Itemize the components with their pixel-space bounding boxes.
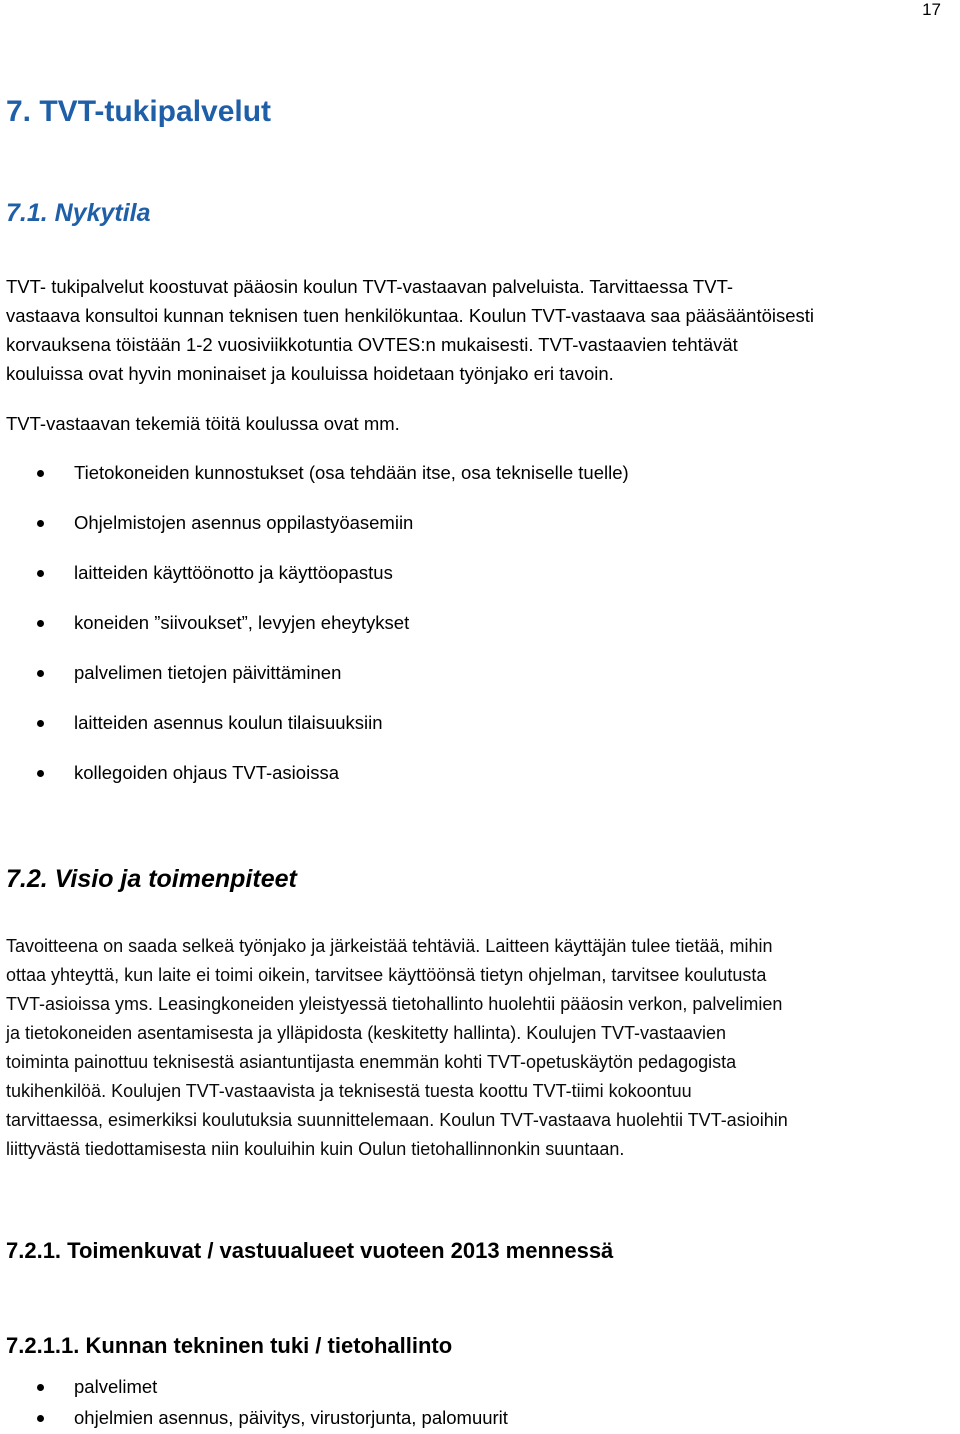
intro-paragraph [6, 272, 814, 388]
subsection-heading-roles: 7.2.1. Toimenkuvat / vastuualueet vuoteen 2013 mennessä [6, 1238, 614, 1263]
bullet-icon [37, 770, 44, 777]
list-item-text: ohjelmien asennus, päivitys, virustorjunta, palomuurit [74, 1407, 508, 1428]
bullet-icon [37, 720, 44, 727]
list-item-text: koneiden ”siivoukset”, levyjen eheytykset [74, 612, 410, 633]
bullet-icon [37, 1384, 44, 1391]
list-item-text: kollegoiden ohjaus TVT-asioissa [74, 762, 339, 783]
vision-paragraph [6, 932, 951, 1164]
vision-line: tukihenkilöä. Koulujen TVT-vastaavista ja teknisestä tuesta koottu TVT-tiimi kokoontuu [6, 1081, 692, 1101]
page-number: 17 [922, 0, 941, 19]
vision-line: liittyvästä tiedottamisesta niin kouluihin kuin Oulun tietohallinnonkin suuntaan. [6, 1139, 625, 1159]
list-item-text: Tietokoneiden kunnostukset (osa tehdään itse, osa tekniselle tuelle) [74, 462, 629, 483]
vision-line: TVT-asioissa yms. Leasingkoneiden yleistyessä tietohallinto huolehtii pääosin verkon, palvelimien [6, 994, 783, 1014]
bullet-icon [37, 620, 44, 627]
list-item-text: palvelimen tietojen päivittäminen [74, 662, 342, 683]
section-heading-current-state: 7.1. Nykytila [6, 199, 151, 227]
list-item-text: Ohjelmistojen asennus oppilastyöasemiin [74, 512, 414, 533]
subsubsection-heading-tech-support: 7.2.1.1. Kunnan tekninen tuki / tietohallinto [6, 1333, 453, 1358]
intro-line: vastaava konsultoi kunnan teknisen tuen henkilökuntaa. Koulun TVT-vastaava saa pääsääntöisesti [6, 305, 815, 326]
list-item-text: laitteiden käyttöönotto ja käyttöopastus [74, 562, 393, 583]
vision-line: ottaa yhteyttä, kun laite ei toimi oikein, tarvitsee käyttöönsä tietyn ohjelman, tarvitsee koulutusta [6, 965, 767, 985]
vision-line: tarvittaessa, esimerkiksi koulutuksia suunnittelemaan. Koulun TVT-vastaava huolehtii TVT-asioihin [6, 1110, 788, 1130]
vision-line: Tavoitteena on saada selkeä työnjako ja järkeistää tehtäviä. Laitteen käyttäjän tulee tietää, mihin [6, 936, 773, 956]
list-item-text: laitteiden asennus koulun tilaisuuksiin [74, 712, 383, 733]
bullet-icon [37, 670, 44, 677]
vision-line: ja tietokoneiden asentamisesta ja ylläpidosta (keskitetty hallinta). Koulujen TVT-vastaavien [6, 1023, 727, 1043]
list-item-text: palvelimet [74, 1376, 158, 1397]
intro-line: korvauksena töistään 1-2 vuosiviikkotuntia OVTES:n mukaisesti. TVT-vastaavien tehtävät [6, 334, 738, 355]
vision-line: toiminta painottuu teknisestä asiantuntijasta enemmän kohti TVT-opetuskäytön pedagogista [6, 1052, 737, 1072]
bullet-icon [37, 470, 44, 477]
chapter-heading: 7. TVT-tukipalvelut [6, 95, 272, 128]
bullet-icon [37, 1415, 44, 1422]
bullet-icon [37, 570, 44, 577]
intro-line: TVT- tukipalvelut koostuvat pääosin koulun TVT-vastaavan palveluista. Tarvittaessa TVT- [6, 276, 734, 297]
tasks-intro: TVT-vastaavan tekemiä töitä koulussa ovat mm. [6, 413, 400, 434]
section-heading-vision: 7.2. Visio ja toimenpiteet [6, 865, 297, 893]
bullet-icon [37, 520, 44, 527]
intro-line: kouluissa ovat hyvin moninaiset ja kouluissa hoidetaan työnjako eri tavoin. [6, 363, 614, 384]
